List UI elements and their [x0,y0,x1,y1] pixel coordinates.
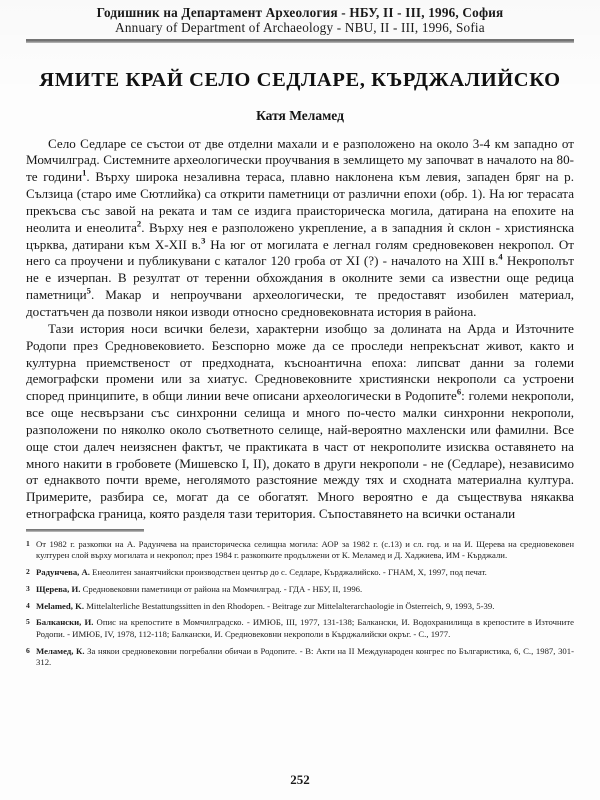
footnote-ref-1: 1 [82,167,87,178]
footnote-ref-4: 4 [498,252,503,263]
running-head [26,6,574,36]
footnote-text: Средновековни паметници от района на Момчилград. - ГДА - НБУ, II, 1996. [80,583,363,594]
footnote-text: Mittelalterliche Bestattungssitten in den Rhodopen. - Beitrage zur Mittelalterarchaologie in Österreich, 9, 1993, 5-39. [84,600,495,611]
running-head-cyrillic: Годишник на Департамент Археология - НБУ, II - III, 1996, София [96,5,504,20]
footnote-author: Щерева, И. [36,583,81,594]
footnote-author: Балкански, И. [36,617,94,628]
header-divider [26,39,574,43]
footnote-number: 4 [26,600,30,610]
article-author: Катя Меламед [256,107,344,123]
footnote-author: Меламед, К. [36,645,85,656]
footnote-item [26,601,574,612]
footnote-text: За някои средновековни погребални обичаи в Родопите. - В: Акти на II Международен конгрес по Българистика, 6, С., 1987, 301-312. [36,645,575,667]
footnote-author: Melamed, K. [36,600,85,611]
footnote-number: 3 [26,583,30,593]
footnote-text: Енеолитен занаятчийски производствен център до с. Седларе, Кърджалийско. - ГНАМ, X, 1997, под печат. [89,567,487,578]
paragraph-1-segment-6: . Макар и непроучвани археологически, те предоставят изобилен материал, достатъчен да позволи някои изводи относно средновековната история в района. [26,287,574,319]
paragraph-2-segment-1: Тази история носи всички белези, характерни изобщо за долината на Арда и Източните Родопи през Средновековието. Безспорно може да се проследи непрекъснат живот, както и културна приемственост от предходната, късноантична епоха: липсват данни за големи демографски промени или за хиатус. Средновековните християнски некрополи са устроени според принципите, в общи линии вече описани археологически в Родопите [26,320,574,404]
footnote-text: Опис на крепостите в Момчилградско. - ИМЮБ, III, 1977, 131-138; Балкански, И. Водохранилища в крепостите в Източните Родопи. - ИМЮБ, IV, 1978, 112-118; Балкански, И. Средновековни некрополи в Кърджалийски окръг. - С., 1977. [36,617,574,639]
footnote-ref-6: 6 [456,386,462,397]
paragraph-1-segment-5: Некрополът не е изчерпан. В резултат от теренни обхождания в околните земи са известни още редица паметници [26,253,574,303]
footnote-number: 6 [26,645,30,655]
page-number: 252 [290,772,310,787]
article-body [26,136,574,523]
paragraph-1-segment-2: . Върху широка незаливна тераса, плавно наклонена към левия, западен бряг на р. Сълзица (старо име Сютлийка) са открити паметници от различни епохи (обр. 1). На юг терасата прекъсва със завой на реката и там се издига праисторическа могила, датирана на епохите на неолита и енеолита [26,169,574,235]
paragraph-2-segment-2: : големи некрополи, все още несвързани със синхронни селища и много по-често малки синхронни некрополи, разположени по няколко около съответното селище, най-вероятно махленски или фамилни. Все още стои далеч неизяснен фактът, че практиката в част от некрополите изисква оставянето на много накити в гробовете (Мишевско I, II), докато в други некрополи - не (Седларе), независимо от еднаквото почти време, неголямото разстояние между тях и сходната материална култура. Примерите, разбира се, могат да се обогатят. Много вероятно е да съществува някаква етнографска граница, която разделя тази територия. Съпоставянето на всички останали [26,388,574,522]
footnote-ref-2: 2 [136,218,142,229]
footnote-number: 2 [26,567,30,577]
footnote-author: Радунчева, А. [36,567,90,578]
footnote-item [26,617,574,640]
footnote-number: 1 [26,538,30,548]
footnote-text: От 1982 г. разкопки на А. Радунчева на праисторическа селищна могила: АОР за 1982 г. (с.13) и сл. год. и на И. Щерева на средновековен културен слой върху могилата и некропол; през 1984 г. разкопките продължени от К. Меламед и Д. Хаджиева, ИМ - Кърджали. [36,538,574,561]
footnote-ref-5: 5 [86,285,91,296]
footnote-item [26,646,574,669]
paragraph-1-segment-3: . Върху нея е разположено укрепление, а в западния ѝ склон - християнска църква, датирани към X-XII в. [26,219,575,252]
footnote-list [26,539,574,668]
footnote-item [26,539,574,562]
paragraph-1-segment-1: Село Седларе се състои от две отделни махали и е разположено на около 3-4 км западно от Момчилград. Системните археологически проучвания в землището му започват в началото на 80-те години [26,135,574,185]
body-paragraph-2 [26,321,574,523]
footnote-item [26,567,574,578]
footnote-ref-3: 3 [201,235,206,246]
running-head-latin: Annuary of Department of Archaeology - NBU, II - III, 1996, Sofia [115,19,485,35]
body-paragraph-1 [26,136,574,321]
footnote-item [26,584,574,595]
paragraph-1-segment-4: На юг от могилата е легнал голям средновековен некропол. От него са проучени и публикувани с каталог 120 гроба от XI (?) - началото на XIII в. [26,236,575,269]
footnote-number: 5 [26,617,30,627]
footnote-separator [26,529,144,532]
article-title: ЯМИТЕ КРАЙ СЕЛО СЕДЛАРЕ, КЪРДЖАЛИЙСКО [39,68,561,91]
